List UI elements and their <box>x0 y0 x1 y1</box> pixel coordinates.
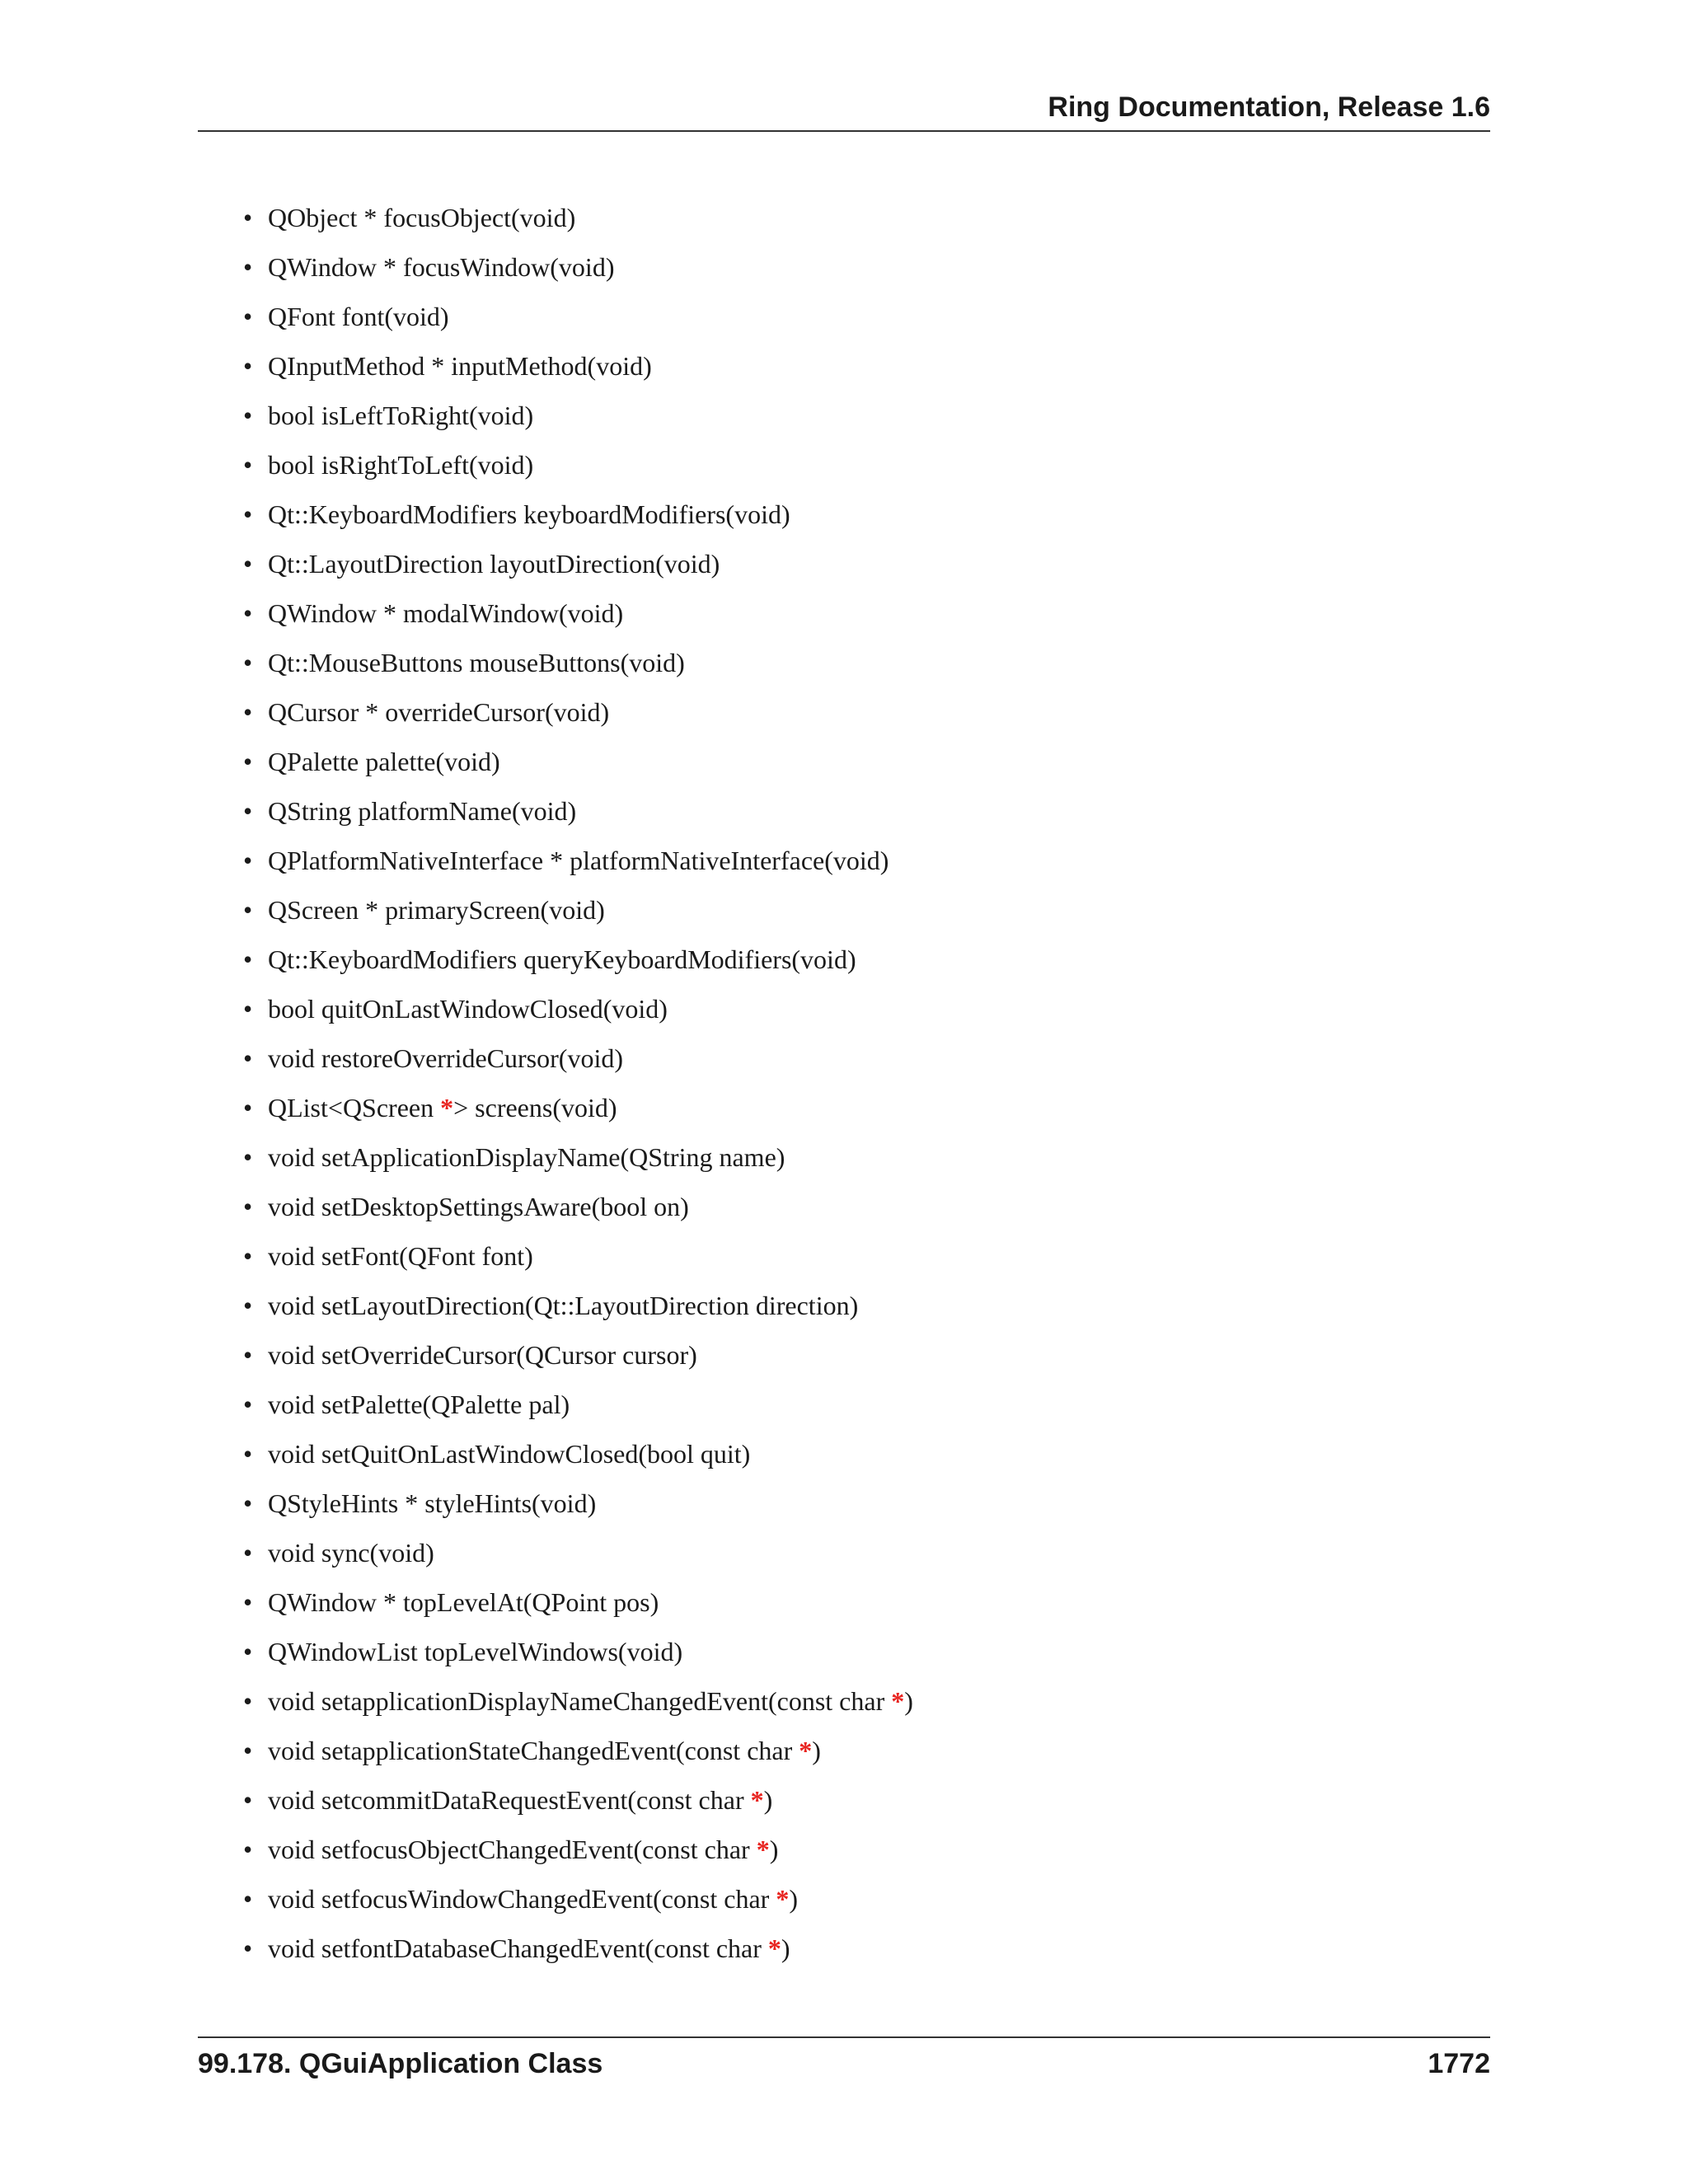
method-signature: QStyleHints * styleHints(void) <box>268 1488 597 1518</box>
method-signature: void restoreOverrideCursor(void) <box>268 1043 623 1073</box>
header-title: Ring Documentation, Release 1.6 <box>1048 91 1490 123</box>
method-signature: void setapplicationDisplayNameChangedEvent(const char <box>268 1686 892 1716</box>
method-signature: void setLayoutDirection(Qt::LayoutDirection direction) <box>268 1291 859 1320</box>
pointer-asterisk: * <box>440 1093 454 1122</box>
method-item <box>243 1726 913 1775</box>
bullet-icon: • <box>243 252 253 282</box>
method-signature-tail: ) <box>812 1736 821 1765</box>
method-signature-tail: ) <box>789 1884 798 1914</box>
bullet-icon: • <box>243 1241 253 1271</box>
method-signature: bool isLeftToRight(void) <box>268 401 534 430</box>
method-signature: void setapplicationStateChangedEvent(const char <box>268 1736 799 1765</box>
method-item <box>243 1577 913 1627</box>
method-item <box>243 1132 913 1182</box>
page-header <box>198 92 1490 132</box>
method-item <box>243 984 913 1033</box>
bullet-icon: • <box>243 1933 253 1963</box>
method-signature: QWindow * focusWindow(void) <box>268 252 615 282</box>
method-signature: void setfocusObjectChangedEvent(const char <box>268 1835 757 1864</box>
method-item <box>243 1528 913 1577</box>
method-signature: bool isRightToLeft(void) <box>268 450 534 480</box>
method-item <box>243 1281 913 1330</box>
pointer-asterisk: * <box>756 1835 770 1864</box>
pointer-asterisk: * <box>799 1736 813 1765</box>
bullet-icon: • <box>243 1686 253 1716</box>
bullet-icon: • <box>243 648 253 677</box>
bullet-icon: • <box>243 944 253 974</box>
bullet-icon: • <box>243 895 253 925</box>
bullet-icon: • <box>243 203 253 232</box>
method-item <box>243 440 913 490</box>
bullet-icon: • <box>243 1736 253 1765</box>
method-list <box>243 193 913 1973</box>
method-signature: QWindow * modalWindow(void) <box>268 598 624 628</box>
method-signature: void sync(void) <box>268 1538 434 1568</box>
method-signature: QObject * focusObject(void) <box>268 203 576 232</box>
method-signature: Qt::KeyboardModifiers queryKeyboardModifiers(void) <box>268 944 856 974</box>
method-signature: QWindowList topLevelWindows(void) <box>268 1637 683 1666</box>
method-item <box>243 391 913 440</box>
method-signature: QInputMethod * inputMethod(void) <box>268 351 652 381</box>
method-signature: QScreen * primaryScreen(void) <box>268 895 605 925</box>
method-item <box>243 588 913 638</box>
method-signature-tail: > screens(void) <box>453 1093 617 1122</box>
bullet-icon: • <box>243 1340 253 1370</box>
bullet-icon: • <box>243 401 253 430</box>
footer-page-number: 1772 <box>1428 2048 1490 2079</box>
bullet-icon: • <box>243 1785 253 1815</box>
bullet-icon: • <box>243 1538 253 1568</box>
method-item <box>243 836 913 885</box>
method-item <box>243 1775 913 1825</box>
bullet-icon: • <box>243 351 253 381</box>
method-item <box>243 1231 913 1281</box>
page-footer <box>198 2036 1490 2079</box>
bullet-icon: • <box>243 1142 253 1172</box>
method-signature: void setfontDatabaseChangedEvent(const char <box>268 1933 768 1963</box>
method-item <box>243 341 913 391</box>
method-signature: QWindow * topLevelAt(QPoint pos) <box>268 1587 659 1617</box>
method-signature: Qt::LayoutDirection layoutDirection(void) <box>268 549 720 579</box>
method-signature: QCursor * overrideCursor(void) <box>268 697 610 727</box>
method-item <box>243 1083 913 1132</box>
method-item <box>243 193 913 242</box>
method-signature: Qt::KeyboardModifiers keyboardModifiers(void) <box>268 499 790 529</box>
bullet-icon: • <box>243 796 253 826</box>
method-item <box>243 786 913 836</box>
method-item <box>243 1380 913 1429</box>
method-item <box>243 687 913 737</box>
method-item <box>243 1479 913 1528</box>
bullet-icon: • <box>243 549 253 579</box>
bullet-icon: • <box>243 1884 253 1914</box>
bullet-icon: • <box>243 499 253 529</box>
method-signature: bool quitOnLastWindowClosed(void) <box>268 994 668 1024</box>
method-item <box>243 1182 913 1231</box>
method-signature: QFont font(void) <box>268 302 449 331</box>
bullet-icon: • <box>243 747 253 776</box>
method-signature: Qt::MouseButtons mouseButtons(void) <box>268 648 685 677</box>
method-item <box>243 1627 913 1676</box>
method-item <box>243 1924 913 1973</box>
bullet-icon: • <box>243 1043 253 1073</box>
method-signature: QPlatformNativeInterface * platformNativeInterface(void) <box>268 846 889 875</box>
bullet-icon: • <box>243 1439 253 1469</box>
method-signature-tail: ) <box>904 1686 913 1716</box>
bullet-icon: • <box>243 697 253 727</box>
method-signature: QList<QScreen <box>268 1093 441 1122</box>
method-signature: void setFont(QFont font) <box>268 1241 533 1271</box>
method-signature-tail: ) <box>769 1835 779 1864</box>
method-signature-tail: ) <box>763 1785 773 1815</box>
method-signature: QPalette palette(void) <box>268 747 500 776</box>
method-item <box>243 242 913 292</box>
method-signature: void setPalette(QPalette pal) <box>268 1390 570 1419</box>
method-signature: void setOverrideCursor(QCursor cursor) <box>268 1340 697 1370</box>
method-item <box>243 1033 913 1083</box>
method-item <box>243 1429 913 1479</box>
bullet-icon: • <box>243 1390 253 1419</box>
method-item <box>243 1330 913 1380</box>
pointer-asterisk: * <box>891 1686 905 1716</box>
bullet-icon: • <box>243 1488 253 1518</box>
method-signature: void setDesktopSettingsAware(bool on) <box>268 1192 689 1221</box>
bullet-icon: • <box>243 1291 253 1320</box>
bullet-icon: • <box>243 302 253 331</box>
footer-section-title: 99.178. QGuiApplication Class <box>198 2048 603 2079</box>
method-signature: QString platformName(void) <box>268 796 577 826</box>
method-item <box>243 885 913 935</box>
bullet-icon: • <box>243 994 253 1024</box>
pointer-asterisk: * <box>776 1884 790 1914</box>
method-item <box>243 737 913 786</box>
method-item <box>243 490 913 539</box>
bullet-icon: • <box>243 450 253 480</box>
method-item <box>243 1874 913 1924</box>
method-item <box>243 539 913 588</box>
method-item <box>243 292 913 341</box>
method-signature: void setQuitOnLastWindowClosed(bool quit) <box>268 1439 751 1469</box>
bullet-icon: • <box>243 1093 253 1122</box>
pointer-asterisk: * <box>750 1785 764 1815</box>
bullet-icon: • <box>243 1192 253 1221</box>
method-signature: void setfocusWindowChangedEvent(const char <box>268 1884 776 1914</box>
bullet-icon: • <box>243 598 253 628</box>
method-signature: void setApplicationDisplayName(QString name) <box>268 1142 785 1172</box>
method-item <box>243 1825 913 1874</box>
method-item <box>243 1676 913 1726</box>
bullet-icon: • <box>243 1587 253 1617</box>
bullet-icon: • <box>243 1835 253 1864</box>
method-signature: void setcommitDataRequestEvent(const char <box>268 1785 751 1815</box>
bullet-icon: • <box>243 846 253 875</box>
method-signature-tail: ) <box>781 1933 790 1963</box>
pointer-asterisk: * <box>767 1933 781 1963</box>
bullet-icon: • <box>243 1637 253 1666</box>
method-item <box>243 935 913 984</box>
method-item <box>243 638 913 687</box>
